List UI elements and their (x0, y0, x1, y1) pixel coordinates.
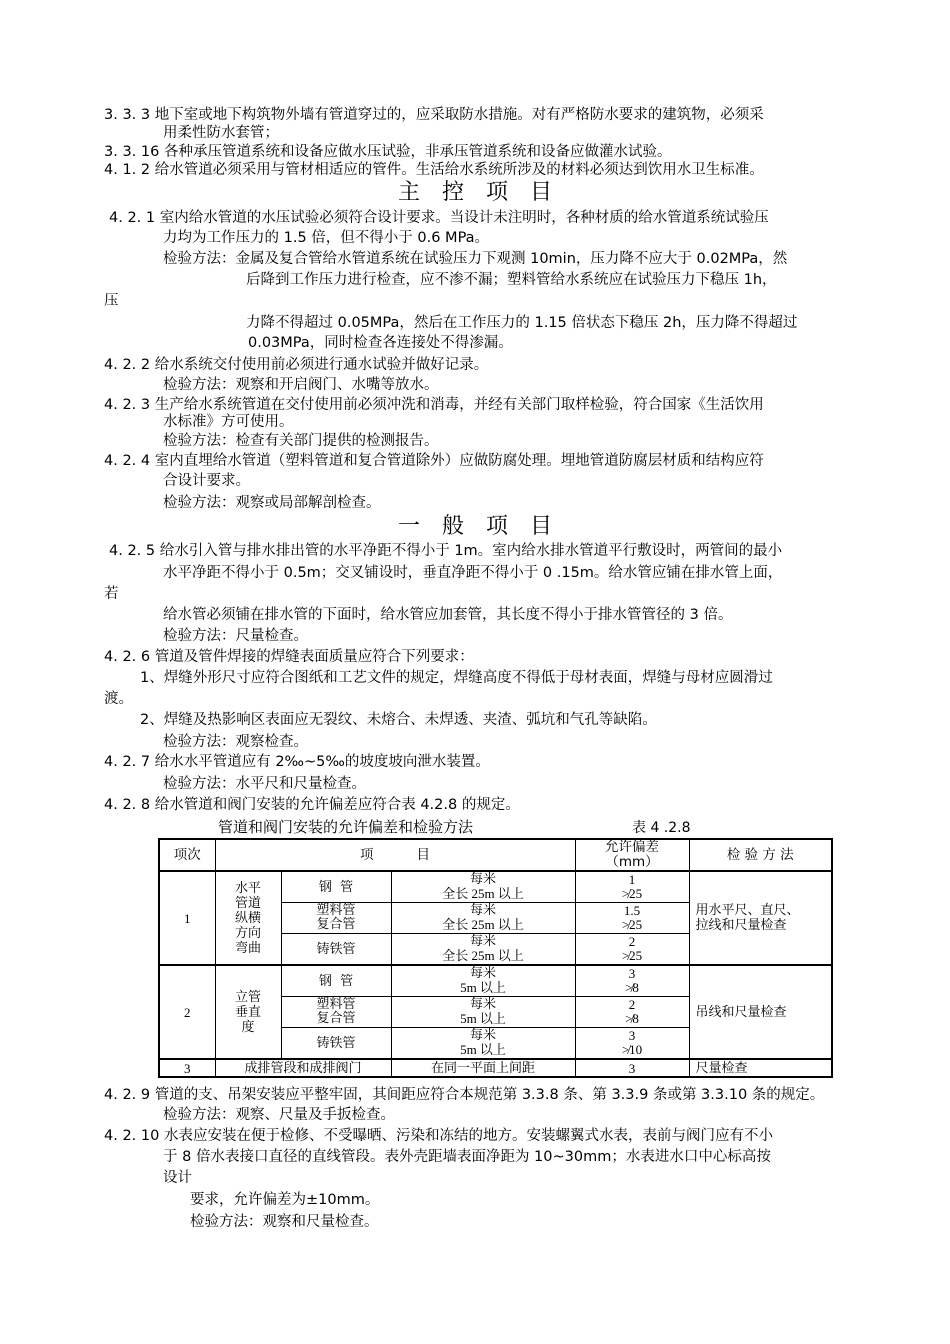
val-text: ≯8 (625, 980, 639, 995)
pipe-text: 复合管 (316, 1011, 356, 1026)
desc-text: 全长 25m 以上 (442, 948, 524, 963)
clause-4-2-4: 4. 2. 4 室内直埋给水管道（塑料管道和复合管道除外）应做防腐处理。埋地管道防腐层材质和结构应符 (104, 453, 764, 469)
header-tolerance-label: 允许偏差 (605, 839, 659, 855)
cat-text: 弯曲 (234, 940, 261, 956)
val-text: ≯25 (621, 948, 643, 963)
clause-4-2-1: 4. 2. 1 室内给水管道的水压试验必须符合设计要求。当设计未注明时，各种材质的给水管道系统试验压 (109, 210, 769, 226)
item-desc (391, 1028, 575, 1060)
inspection-method-4-2-1-cont2: 力降不得超过 0.05MPa，然后在工作压力的 1.15 倍状态下稳压 2h，压力降不得超过 (246, 315, 798, 331)
group-1-method (689, 871, 832, 965)
desc-text: 每米 (469, 934, 496, 949)
tolerance-value (575, 965, 689, 997)
val-text: 1.5 (623, 903, 641, 918)
group-2-no: 2 (159, 965, 215, 1059)
desc-text: 5m 以上 (460, 1011, 506, 1026)
header-tolerance (575, 839, 689, 871)
inspection-method-4-2-6: 检验方法：观察检查。 (163, 734, 308, 750)
pipe-type: 铸铁管 (281, 1028, 391, 1060)
group-3-method: 尺量检查 (689, 1059, 832, 1077)
inspection-method-4-2-1-cont1: 后降到工作压力进行检查，应不渗不漏；塑料管给水系统应在试验压力下稳压 1h， (246, 272, 777, 288)
section-heading-general: 一般项目 (398, 514, 575, 539)
desc-text: 每米 (469, 903, 496, 918)
tolerance-table (158, 838, 833, 1078)
group-3-item: 成排管段和成排阀门 (215, 1059, 391, 1077)
header-method: 检 验 方 法 (689, 839, 832, 871)
clause-4-2-6: 4. 2. 6 管道及管件焊接的焊缝表面质量应符合下列要求： (104, 649, 474, 665)
item-desc (391, 997, 575, 1028)
clause-4-2-9: 4. 2. 9 管道的支、吊架安装应平整牢固，其间距应符合本规范第 3.3.8 条、第 3.3.9 条或第 3.3.10 条的规定。 (104, 1087, 825, 1103)
tolerance-value (575, 903, 689, 934)
clause-4-2-10-cont2: 要求，允许偏差为±10mm。 (190, 1192, 380, 1208)
val-text: 3 (628, 966, 636, 981)
clause-4-2-6-item1-wrap: 渡。 (104, 691, 133, 707)
group-1-no: 1 (159, 871, 215, 965)
group-3-value: 3 (575, 1059, 689, 1077)
header-item: 项 目 (215, 839, 575, 871)
clause-4-2-4-cont: 合设计要求。 (163, 473, 250, 489)
inspection-method-4-2-5: 检验方法：尺量检查。 (163, 628, 308, 644)
clause-4-2-5: 4. 2. 5 给水引入管与排水排出管的水平净距不得小于 1m。室内给水排水管道平行敷设时，两管间的最小 (109, 543, 783, 559)
val-text: 1 (628, 872, 636, 887)
pipe-type: 钢 管 (281, 871, 391, 903)
pipe-text: 复合管 (316, 917, 356, 932)
clause-4-2-6-item2: 2、焊缝及热影响区表面应无裂纹、未熔合、未焊透、夹渣、弧坑和气孔等缺陷。 (140, 712, 657, 728)
cat-text: 方向 (234, 925, 261, 941)
desc-text: 5m 以上 (460, 980, 506, 995)
clause-4-2-6-item1: 1、焊缝外形尺寸应符合图纸和工艺文件的规定，焊缝高度不得低于母材表面，焊缝与母材应圆滑过 (140, 670, 773, 686)
group-2-category (215, 965, 281, 1059)
tolerance-value (575, 934, 689, 966)
clause-4-2-3-cont: 水标准》方可使用。 (163, 414, 294, 430)
table-number: 表 4 .2.8 (632, 820, 691, 836)
clause-4-2-3: 4. 2. 3 生产给水系统管道在交付使用前必须冲洗和消毒，并经有关部门取样检验，符合国家《生活饮用 (104, 397, 764, 413)
val-text: 3 (628, 1028, 636, 1043)
cat-text: 度 (241, 1019, 255, 1035)
clause-4-2-10-wrap: 设计 (163, 1170, 192, 1186)
item-desc (391, 871, 575, 903)
val-text: ≯25 (621, 917, 643, 932)
clause-4-2-10: 4. 2. 10 水表应安装在便于检修、不受曝晒、污染和冻结的地方。安装螺翼式水表，表前与阀门应有不小 (104, 1128, 773, 1144)
item-desc (391, 903, 575, 934)
pipe-text: 塑料管 (316, 997, 356, 1012)
inspection-method-4-2-1-cont3: 0.03MPa，同时检查各连接处不得渗漏。 (248, 335, 513, 351)
table-row (159, 1059, 832, 1077)
pipe-type: 铸铁管 (281, 934, 391, 966)
clause-4-2-8: 4. 2. 8 给水管道和阀门安装的允许偏差应符合表 4.2.8 的规定。 (104, 797, 520, 813)
header-tolerance-unit: （mm） (605, 854, 659, 870)
inspection-method-4-2-10: 检验方法：观察和尺量检查。 (190, 1214, 379, 1230)
val-text: ≯25 (621, 886, 643, 901)
desc-text: 全长 25m 以上 (442, 917, 524, 932)
inspection-method-4-2-4: 检验方法：观察或局部解剖检查。 (163, 495, 381, 511)
table-row (159, 965, 832, 997)
clause-3-3-3: 3. 3. 3 地下室或地下构筑物外墙有管道穿过的，应采取防水措施。对有严格防水要求的建筑物，必须采 (104, 107, 764, 123)
inspection-method-4-2-1-wrap: 压 (104, 293, 119, 309)
pipe-type (281, 997, 391, 1028)
clause-4-2-2: 4. 2. 2 给水系统交付使用前必须进行通水试验并做好记录。 (104, 357, 489, 373)
cat-text: 水平 (234, 880, 261, 896)
method-text: 用水平尺、直尺、 (695, 903, 800, 918)
tolerance-value (575, 1028, 689, 1060)
cat-text: 垂直 (234, 1004, 261, 1020)
desc-text: 全长 25m 以上 (442, 886, 524, 901)
clause-4-2-5-wrap: 若 (104, 586, 119, 602)
val-text: 2 (628, 934, 636, 949)
clause-4-2-1-cont: 力均为工作压力的 1.5 倍，但不得小于 0.6 MPa。 (163, 230, 490, 246)
cat-text: 立管 (234, 989, 261, 1005)
desc-text: 每米 (469, 872, 496, 887)
desc-text: 每米 (469, 966, 496, 981)
pipe-type: 钢 管 (281, 965, 391, 997)
val-text: 2 (628, 997, 636, 1012)
clause-4-2-5-cont1: 水平净距不得小于 0.5m；交叉铺设时，垂直净距不得小于 0 .15m。给水管应铺在排水管上面， (163, 565, 783, 581)
table-header-row (159, 839, 832, 871)
group-3-desc: 在同一平面上间距 (391, 1059, 575, 1077)
table-caption: 管道和阀门安装的允许偏差和检验方法 (218, 818, 474, 836)
pipe-type (281, 903, 391, 934)
item-desc (391, 965, 575, 997)
inspection-method-4-2-3: 检验方法：检查有关部门提供的检测报告。 (163, 433, 439, 449)
tolerance-value (575, 871, 689, 903)
inspection-method-4-2-7: 检验方法：水平尺和尺量检查。 (163, 776, 366, 792)
item-desc (391, 934, 575, 966)
clause-4-2-5-cont2: 给水管必须铺在排水管的下面时，给水管应加套管，其长度不得小于排水管管径的 3 倍。 (163, 607, 733, 623)
desc-text: 每米 (469, 1028, 496, 1043)
group-2-method: 吊线和尺量检查 (689, 965, 832, 1059)
group-1-category (215, 871, 281, 965)
clause-4-2-10-cont1: 于 8 倍水表接口直径的直线管段。表外壳距墙表面净距为 10~30mm；水表进水口中心标高按 (163, 1149, 771, 1165)
pipe-text: 塑料管 (316, 903, 356, 918)
group-3-no: 3 (159, 1059, 215, 1077)
inspection-method-4-2-2: 检验方法：观察和开启阀门、水嘴等放水。 (163, 377, 439, 393)
clause-3-3-3-cont: 用柔性防水套管； (163, 125, 279, 141)
val-text: ≯8 (625, 1011, 639, 1026)
inspection-method-4-2-9: 检验方法：观察、尺量及手扳检查。 (163, 1107, 395, 1123)
cat-text: 管道 (234, 895, 261, 911)
clause-4-2-7: 4. 2. 7 给水水平管道应有 2‰~5‰的坡度坡向泄水装置。 (104, 754, 490, 770)
method-text: 拉线和尺量检查 (695, 918, 787, 933)
desc-text: 每米 (469, 997, 496, 1012)
clause-3-3-16: 3. 3. 16 各种承压管道系统和设备应做水压试验，非承压管道系统和设备应做灌水试验。 (104, 144, 672, 160)
val-text: ≯10 (621, 1042, 643, 1057)
cat-text: 纵横 (234, 910, 261, 926)
tolerance-value (575, 997, 689, 1028)
header-item-no: 项次 (159, 839, 215, 871)
table-row (159, 871, 832, 903)
inspection-method-4-2-1: 检验方法：金属及复合管给水管道系统在试验压力下观测 10min，压力降不应大于 0.02MPa，然 (163, 251, 788, 267)
clause-4-1-2: 4. 1. 2 给水管道必须采用与管材相适应的管件。生活给水系统所涉及的材料必须达到饮用水卫生标准。 (104, 162, 764, 178)
section-heading-main-control: 主控项目 (398, 180, 575, 205)
desc-text: 5m 以上 (460, 1042, 506, 1057)
